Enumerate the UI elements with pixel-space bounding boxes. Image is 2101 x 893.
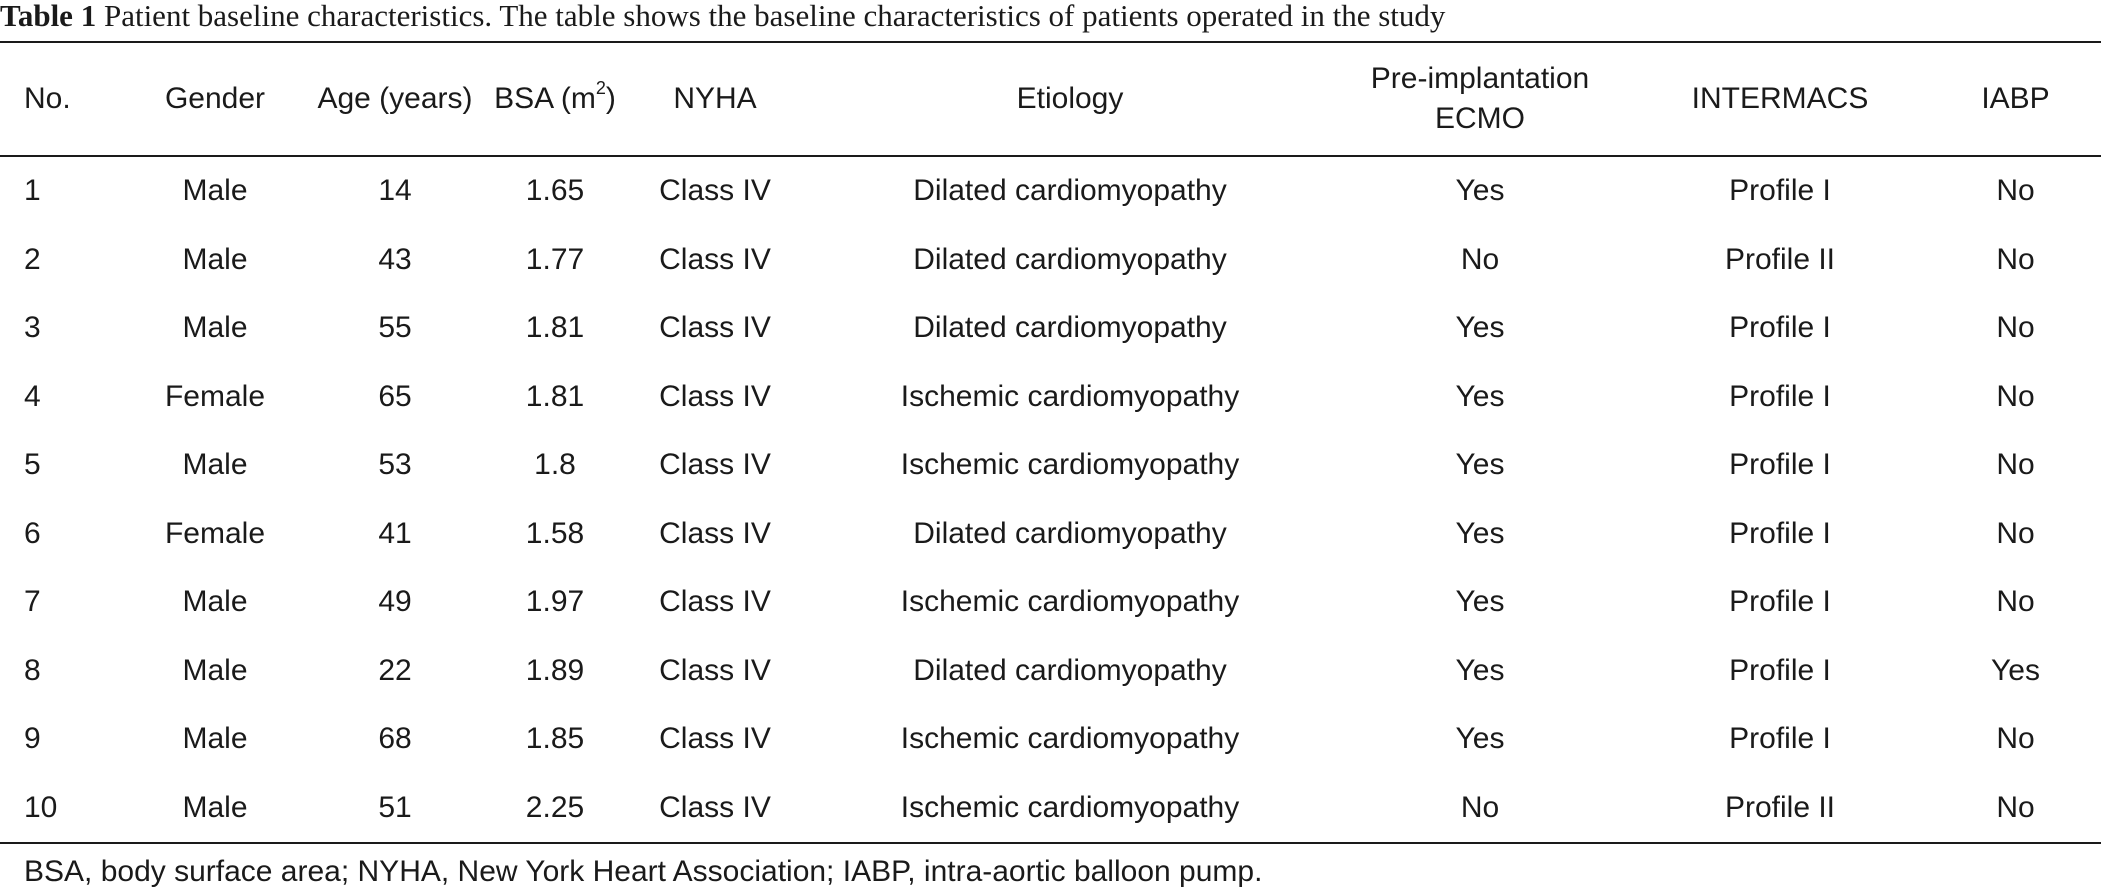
cell-nyha: Class IV bbox=[659, 790, 771, 824]
cell-iabp: No bbox=[1996, 242, 2035, 276]
header-bsa bbox=[490, 42, 620, 156]
header-ecmo-line2: ECMO bbox=[1435, 102, 1525, 135]
cell-age: 41 bbox=[378, 516, 412, 550]
cell-bsa: 1.85 bbox=[525, 722, 585, 756]
cell-no: 2 bbox=[24, 242, 41, 276]
cell-etiology: Ischemic cardiomyopathy bbox=[900, 379, 1240, 413]
cell-iabp: No bbox=[1996, 174, 2035, 208]
cell-etiology: Dilated cardiomyopathy bbox=[913, 653, 1227, 687]
cell-age: 65 bbox=[378, 379, 412, 413]
cell-nyha: Class IV bbox=[659, 722, 771, 756]
table-caption-label: Table 1 bbox=[0, 0, 97, 33]
cell-age: 14 bbox=[378, 174, 412, 208]
cell-intermacs: Profile I bbox=[1729, 516, 1831, 550]
header-bsa-suffix: ) bbox=[605, 82, 616, 115]
table-caption bbox=[0, 0, 1445, 34]
table-row bbox=[0, 705, 2101, 774]
cell-etiology: Dilated cardiomyopathy bbox=[913, 311, 1227, 345]
cell-bsa: 1.89 bbox=[525, 653, 585, 687]
cell-no: 5 bbox=[24, 448, 41, 482]
cell-bsa: 1.97 bbox=[525, 585, 585, 619]
cell-iabp: No bbox=[1996, 311, 2035, 345]
cell-iabp: No bbox=[1996, 379, 2035, 413]
table-row bbox=[0, 774, 2101, 844]
cell-intermacs: Profile II bbox=[1724, 790, 1836, 824]
cell-iabp: No bbox=[1996, 790, 2035, 824]
cell-intermacs: Profile II bbox=[1724, 242, 1836, 276]
cell-nyha: Class IV bbox=[659, 379, 771, 413]
cell-no: 7 bbox=[24, 585, 41, 619]
cell-gender: Female bbox=[164, 379, 266, 413]
cell-iabp: No bbox=[1996, 585, 2035, 619]
table-row bbox=[0, 294, 2101, 363]
cell-etiology: Ischemic cardiomyopathy bbox=[900, 790, 1240, 824]
cell-ecmo: Yes bbox=[1455, 722, 1505, 756]
cell-iabp: Yes bbox=[1991, 653, 2040, 687]
cell-gender: Male bbox=[182, 174, 248, 208]
cell-age: 55 bbox=[378, 311, 412, 345]
table-row bbox=[0, 156, 2101, 226]
table-row bbox=[0, 431, 2101, 500]
cell-ecmo: No bbox=[1460, 242, 1500, 276]
cell-nyha: Class IV bbox=[659, 174, 771, 208]
cell-age: 43 bbox=[378, 242, 412, 276]
table-row bbox=[0, 637, 2101, 706]
cell-intermacs: Profile I bbox=[1729, 448, 1831, 482]
header-row bbox=[0, 42, 2101, 156]
cell-nyha: Class IV bbox=[659, 585, 771, 619]
cell-bsa: 1.58 bbox=[525, 516, 585, 550]
table-header bbox=[0, 42, 2101, 156]
table-row bbox=[0, 363, 2101, 432]
cell-etiology: Dilated cardiomyopathy bbox=[913, 516, 1227, 550]
table-row bbox=[0, 226, 2101, 295]
cell-intermacs: Profile I bbox=[1729, 653, 1831, 687]
cell-ecmo: Yes bbox=[1455, 379, 1505, 413]
header-etiology: Etiology bbox=[1016, 82, 1124, 115]
table-body bbox=[0, 156, 2101, 843]
header-nyha: NYHA bbox=[673, 82, 757, 115]
cell-age: 22 bbox=[378, 653, 412, 687]
cell-nyha: Class IV bbox=[659, 653, 771, 687]
cell-iabp: No bbox=[1996, 516, 2035, 550]
cell-gender: Female bbox=[164, 516, 266, 550]
header-age: Age (years) bbox=[317, 82, 473, 115]
cell-bsa: 1.81 bbox=[525, 379, 585, 413]
cell-intermacs: Profile I bbox=[1729, 311, 1831, 345]
header-bsa-prefix: BSA (m bbox=[494, 82, 596, 115]
cell-etiology: Dilated cardiomyopathy bbox=[913, 174, 1227, 208]
cell-ecmo: Yes bbox=[1455, 653, 1505, 687]
header-ecmo-line1: Pre-implantation bbox=[1370, 62, 1590, 95]
cell-gender: Male bbox=[182, 311, 248, 345]
cell-gender: Male bbox=[182, 653, 248, 687]
cell-bsa: 1.8 bbox=[534, 448, 576, 482]
cell-ecmo: No bbox=[1460, 790, 1500, 824]
cell-ecmo: Yes bbox=[1455, 311, 1505, 345]
header-bsa-exponent: 2 bbox=[595, 78, 606, 98]
cell-age: 49 bbox=[378, 585, 412, 619]
cell-no: 6 bbox=[24, 516, 41, 550]
cell-bsa: 1.65 bbox=[525, 174, 585, 208]
cell-nyha: Class IV bbox=[659, 311, 771, 345]
cell-nyha: Class IV bbox=[659, 242, 771, 276]
cell-no: 3 bbox=[24, 311, 41, 345]
cell-no: 1 bbox=[24, 174, 41, 208]
cell-gender: Male bbox=[182, 722, 248, 756]
cell-gender: Male bbox=[182, 790, 248, 824]
cell-iabp: No bbox=[1996, 722, 2035, 756]
table-footnote: BSA, body surface area; NYHA, New York Heart Association; IABP, intra-aortic balloon pump. bbox=[24, 855, 1263, 888]
cell-ecmo: Yes bbox=[1455, 174, 1505, 208]
cell-age: 53 bbox=[378, 448, 412, 482]
cell-etiology: Ischemic cardiomyopathy bbox=[900, 448, 1240, 482]
table-caption-text: Patient baseline characteristics. The table shows the baseline characteristics of patients operated in the study bbox=[96, 0, 1446, 33]
cell-intermacs: Profile I bbox=[1729, 379, 1831, 413]
cell-iabp: No bbox=[1996, 448, 2035, 482]
cell-etiology: Ischemic cardiomyopathy bbox=[900, 585, 1240, 619]
header-no: No. bbox=[24, 82, 71, 115]
cell-ecmo: Yes bbox=[1455, 516, 1505, 550]
cell-no: 9 bbox=[24, 722, 41, 756]
cell-intermacs: Profile I bbox=[1729, 722, 1831, 756]
cell-etiology: Dilated cardiomyopathy bbox=[913, 242, 1227, 276]
header-intermacs: INTERMACS bbox=[1691, 82, 1869, 115]
cell-age: 68 bbox=[378, 722, 412, 756]
table-row bbox=[0, 568, 2101, 637]
cell-nyha: Class IV bbox=[659, 448, 771, 482]
cell-etiology: Ischemic cardiomyopathy bbox=[900, 722, 1240, 756]
header-ecmo bbox=[1330, 42, 1630, 156]
cell-gender: Male bbox=[182, 585, 248, 619]
cell-age: 51 bbox=[378, 790, 412, 824]
cell-nyha: Class IV bbox=[659, 516, 771, 550]
cell-bsa: 2.25 bbox=[525, 790, 585, 824]
cell-ecmo: Yes bbox=[1455, 585, 1505, 619]
header-iabp: IABP bbox=[1981, 82, 2050, 115]
cell-no: 10 bbox=[24, 790, 58, 824]
cell-gender: Male bbox=[182, 448, 248, 482]
cell-intermacs: Profile I bbox=[1729, 585, 1831, 619]
cell-gender: Male bbox=[182, 242, 248, 276]
patient-characteristics-table bbox=[0, 41, 2101, 844]
cell-bsa: 1.81 bbox=[525, 311, 585, 345]
cell-intermacs: Profile I bbox=[1729, 174, 1831, 208]
cell-no: 4 bbox=[24, 379, 41, 413]
table-row bbox=[0, 500, 2101, 569]
cell-no: 8 bbox=[24, 653, 41, 687]
cell-bsa: 1.77 bbox=[525, 242, 585, 276]
header-gender: Gender bbox=[164, 82, 266, 115]
cell-ecmo: Yes bbox=[1455, 448, 1505, 482]
